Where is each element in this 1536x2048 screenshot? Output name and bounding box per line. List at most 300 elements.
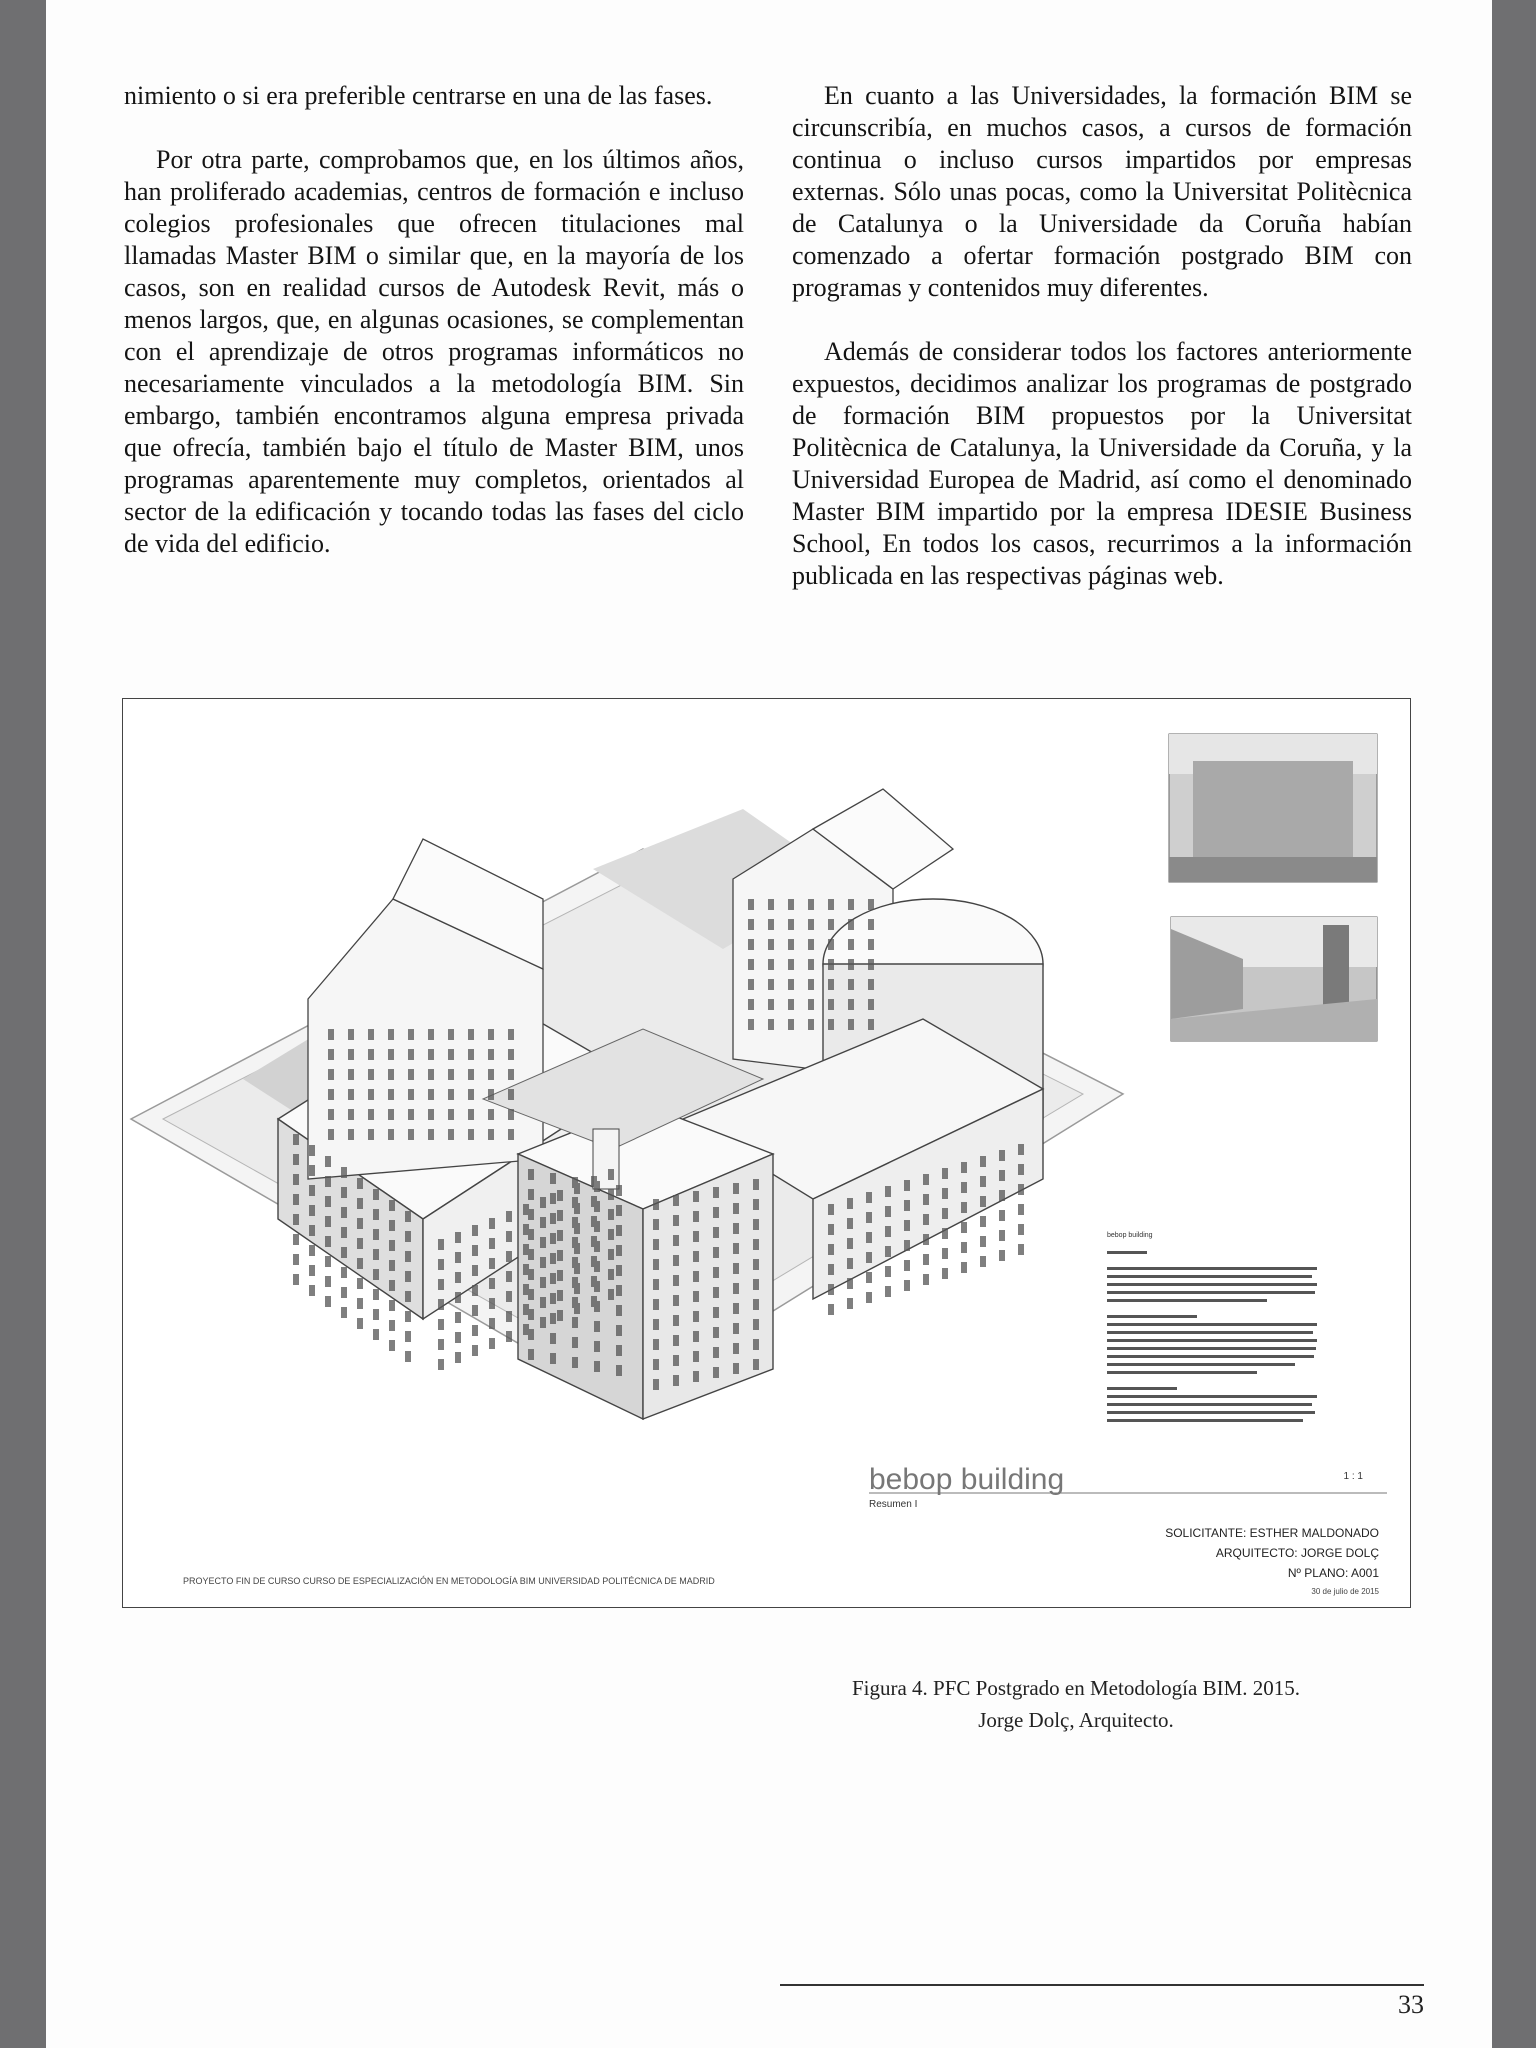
window [653,1279,659,1290]
window [693,1291,699,1302]
paragraph: nimiento o si era preferible centrarse en una de las fases. [124,81,713,110]
window [309,1185,315,1196]
window [980,1156,986,1167]
window [293,1254,299,1265]
window [848,899,854,910]
window [528,1209,534,1220]
window [508,1129,514,1140]
window [328,1029,334,1040]
window [293,1234,299,1245]
window [408,1109,414,1120]
window [572,1257,578,1268]
window [748,999,754,1010]
window [309,1285,315,1296]
window [904,1180,910,1191]
window [594,1301,600,1312]
window [428,1049,434,1060]
window [428,1089,434,1100]
window [788,939,794,950]
window [309,1225,315,1236]
window [733,1283,739,1294]
window [980,1216,986,1227]
window [768,959,774,970]
caption-line: Jorge Dolç, Arquitecto. [978,1708,1174,1732]
window [488,1089,494,1100]
text-line [1107,1387,1177,1390]
window [616,1205,622,1216]
window [753,1259,759,1270]
window [528,1189,534,1200]
window [508,1069,514,1080]
window [506,1311,512,1322]
window [942,1208,948,1219]
window [673,1315,679,1326]
window [455,1272,461,1283]
window [961,1222,967,1233]
window [753,1199,759,1210]
window [673,1375,679,1386]
window [653,1219,659,1230]
window [693,1331,699,1342]
window [594,1221,600,1232]
window [389,1220,395,1231]
window [733,1343,739,1354]
paragraph: Además de considerar todos los factores anteriormente expuestos, decidimos analizar los programas de postgrado de formación BIM propuestos por la Universitat Politècnica de Catalunya, la Universidade da Coruña, y la Universidad Europea de Madrid, así como el denominado Master BIM impartido por la empresa IDESIE Business School, En todos los casos, recurrimos a la información publicada en las respectivas páginas web. [792,337,1412,590]
text-line [1107,1355,1314,1358]
text-line [1107,1267,1317,1270]
window [572,1197,578,1208]
window [357,1298,363,1309]
window [468,1029,474,1040]
window [980,1256,986,1267]
window [828,1244,834,1255]
window [733,1183,739,1194]
window [368,1069,374,1080]
window [405,1251,411,1262]
window [506,1211,512,1222]
window [309,1265,315,1276]
window [980,1236,986,1247]
window [557,1210,563,1221]
window [408,1129,414,1140]
window [528,1249,534,1260]
window [389,1260,395,1271]
window [472,1265,478,1276]
window [325,1256,331,1267]
window [389,1300,395,1311]
window [368,1109,374,1120]
window [506,1251,512,1262]
window [828,1204,834,1215]
left-text-column [124,80,744,592]
text-line [1107,1411,1315,1414]
window [713,1187,719,1198]
window [540,1277,546,1288]
window [904,1220,910,1231]
window [448,1089,454,1100]
window [373,1289,379,1300]
window [616,1265,622,1276]
window [748,1019,754,1030]
window [753,1319,759,1330]
window [868,939,874,950]
window [713,1247,719,1258]
window [768,979,774,990]
window [713,1207,719,1218]
window [866,1252,872,1263]
window [540,1257,546,1268]
window [325,1176,331,1187]
window [999,1210,1005,1221]
window [341,1307,347,1318]
window [468,1109,474,1120]
window [808,979,814,990]
window [848,1019,854,1030]
window [388,1109,394,1120]
window [923,1194,929,1205]
window [373,1229,379,1240]
window [389,1320,395,1331]
window [942,1268,948,1279]
window [980,1196,986,1207]
window [572,1217,578,1228]
window [713,1287,719,1298]
window [693,1211,699,1222]
window [608,1269,614,1280]
window [942,1228,948,1239]
text-line [1107,1299,1267,1302]
window [733,1223,739,1234]
window [753,1359,759,1370]
window [828,1224,834,1235]
window [868,999,874,1010]
window [828,979,834,990]
text-line [1107,1371,1257,1374]
window [923,1254,929,1265]
window [472,1245,478,1256]
window [408,1069,414,1080]
window [293,1174,299,1185]
text-line [1107,1347,1316,1350]
window [653,1359,659,1370]
window [341,1247,347,1258]
plan-number: Nº PLANO: A001 [1287,1566,1379,1580]
window [885,1206,891,1217]
window [357,1318,363,1329]
window [753,1179,759,1190]
window [448,1129,454,1140]
window [348,1109,354,1120]
window [768,899,774,910]
window [357,1278,363,1289]
window [733,1263,739,1274]
window [489,1218,495,1229]
window [448,1049,454,1060]
window [357,1198,363,1209]
text-line [1107,1283,1317,1286]
window [653,1339,659,1350]
window [713,1327,719,1338]
window [608,1209,614,1220]
window [472,1345,478,1356]
window [713,1367,719,1378]
window [455,1292,461,1303]
figure-caption [732,1672,1420,1736]
window [904,1240,910,1251]
window [438,1279,444,1290]
block-heading: bebop building [1107,1232,1153,1239]
window [309,1245,315,1256]
window [455,1332,461,1343]
window [748,899,754,910]
description-block [1107,1232,1317,1422]
window [828,999,834,1010]
window [942,1188,948,1199]
window [616,1325,622,1336]
window [293,1274,299,1285]
window [616,1185,622,1196]
window [693,1191,699,1202]
window [405,1291,411,1302]
window [788,959,794,970]
sheet-subtitle: Resumen I [869,1499,918,1510]
window [753,1219,759,1230]
window [348,1089,354,1100]
window [472,1225,478,1236]
window [341,1207,347,1218]
window [733,1363,739,1374]
window [506,1331,512,1342]
window [961,1262,967,1273]
window [428,1129,434,1140]
window [408,1049,414,1060]
window [293,1134,299,1145]
render-street-view [1171,917,1377,1041]
window [885,1186,891,1197]
window [328,1069,334,1080]
window [550,1173,556,1184]
window [594,1281,600,1292]
window [616,1345,622,1356]
window [713,1267,719,1278]
window [309,1145,315,1156]
window [508,1029,514,1040]
window [572,1317,578,1328]
window [508,1049,514,1060]
window [753,1239,759,1250]
window [550,1293,556,1304]
window [594,1261,600,1272]
window [550,1193,556,1204]
window [341,1287,347,1298]
sheet-title: bebop building [869,1463,1065,1496]
window [572,1337,578,1348]
window [866,1292,872,1303]
window [828,959,834,970]
window [616,1305,622,1316]
window [455,1232,461,1243]
window [368,1049,374,1060]
window [357,1218,363,1229]
window [693,1271,699,1282]
window [468,1129,474,1140]
window [341,1267,347,1278]
window [866,1232,872,1243]
window [999,1150,1005,1161]
window [673,1355,679,1366]
window [557,1250,563,1261]
window [808,919,814,930]
window [693,1311,699,1322]
sheet-date: 30 de julio de 2015 [1311,1587,1379,1596]
window [847,1278,853,1289]
window [693,1351,699,1362]
window [550,1313,556,1324]
window [866,1212,872,1223]
window [768,1019,774,1030]
window [325,1156,331,1167]
window [653,1259,659,1270]
window [540,1297,546,1308]
window [405,1271,411,1282]
window [341,1167,347,1178]
window [808,939,814,950]
window [673,1195,679,1206]
window [848,919,854,930]
window [961,1162,967,1173]
paragraph: Por otra parte, comprobamos que, en los últimos años, han proliferado academias, centros de formación e incluso colegios profesionales que ofrecen titulaciones mal llamadas Master BIM o similar que, en la mayoría de los casos, son en realidad cursos de Autodesk Revit, más o menos largos, que, en algunas ocasiones, se complementan con el aprendizaje de otros programas informáticos no necesariamente vinculados a la metodología BIM. Sin embargo, también encontramos alguna empresa privada que ofrecía, también bajo el título de Master BIM, unos programas aparentemente muy completos, orientados al sector de la edificación y tocando todas las fases del ciclo de vida del edificio. [124,145,744,558]
window [828,919,834,930]
window [468,1089,474,1100]
window [550,1353,556,1364]
window [828,899,834,910]
window [848,979,854,990]
figure-bim-sheet [122,698,1411,1608]
window [594,1361,600,1372]
window [428,1109,434,1120]
window [608,1229,614,1240]
window [368,1089,374,1100]
window [828,1264,834,1275]
page-number: 33 [1398,1990,1424,2019]
window [506,1271,512,1282]
window [508,1089,514,1100]
window [328,1129,334,1140]
window [448,1029,454,1040]
window [488,1029,494,1040]
window [348,1069,354,1080]
window [653,1199,659,1210]
window [848,959,854,970]
window [438,1319,444,1330]
window [961,1242,967,1253]
window [572,1177,578,1188]
window [768,999,774,1010]
window [594,1181,600,1192]
text-line [1107,1339,1317,1342]
window [357,1258,363,1269]
window [828,1284,834,1295]
window [788,899,794,910]
window [616,1225,622,1236]
window [405,1211,411,1222]
window [388,1029,394,1040]
text-line [1107,1395,1317,1398]
window [788,919,794,930]
window [847,1258,853,1269]
window [557,1290,563,1301]
window [1018,1224,1024,1235]
window [1018,1244,1024,1255]
window [594,1321,600,1332]
window [653,1239,659,1250]
window [572,1277,578,1288]
window [753,1279,759,1290]
window [293,1154,299,1165]
window [942,1248,948,1259]
window [293,1214,299,1225]
window [528,1169,534,1180]
window [348,1129,354,1140]
window [528,1349,534,1360]
window [438,1259,444,1270]
window [325,1296,331,1307]
window [1018,1144,1024,1155]
window [528,1229,534,1240]
text-line [1107,1291,1315,1294]
window [616,1245,622,1256]
window [455,1312,461,1323]
window [594,1341,600,1352]
window [405,1351,411,1362]
window [866,1192,872,1203]
window [557,1230,563,1241]
window [594,1201,600,1212]
window [550,1233,556,1244]
window [448,1069,454,1080]
window [733,1203,739,1214]
window [489,1298,495,1309]
window [923,1274,929,1285]
window [489,1338,495,1349]
window [325,1276,331,1287]
text-line [1107,1331,1313,1334]
window [961,1182,967,1193]
window [405,1331,411,1342]
right-text-column [792,80,1412,624]
window [489,1318,495,1329]
window [506,1291,512,1302]
text-line [1107,1251,1147,1254]
window [961,1202,967,1213]
window [980,1176,986,1187]
window [388,1089,394,1100]
window [357,1238,363,1249]
window [540,1237,546,1248]
window [808,959,814,970]
window [713,1347,719,1358]
window [748,979,754,990]
window [616,1285,622,1296]
window [673,1295,679,1306]
window [488,1049,494,1060]
window [540,1197,546,1208]
window [455,1252,461,1263]
window [572,1297,578,1308]
window [847,1238,853,1249]
window [999,1190,1005,1201]
window [904,1200,910,1211]
